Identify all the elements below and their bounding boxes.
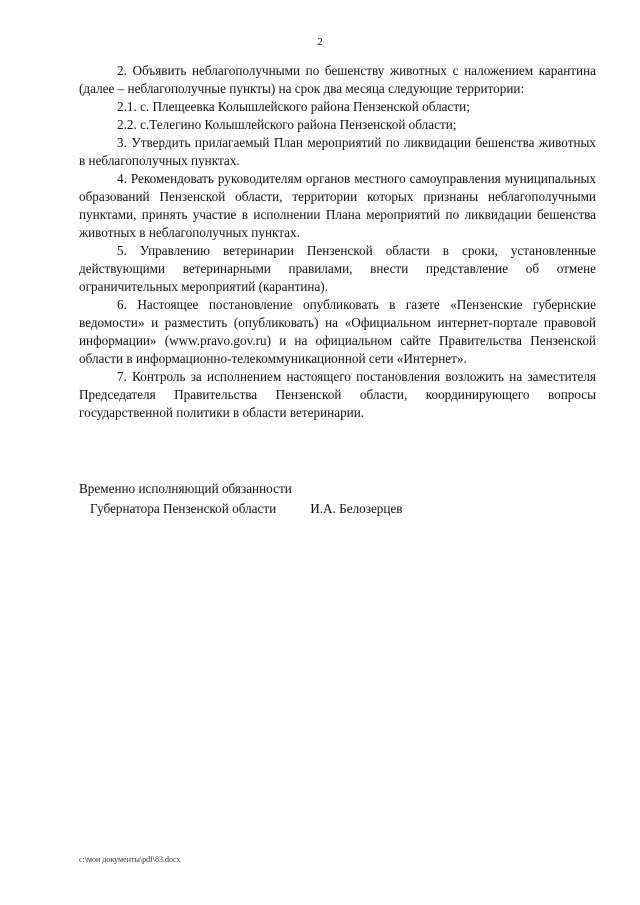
signature-position-line2 <box>79 499 479 519</box>
signatory-name: И.А. Белозерцев <box>310 501 403 516</box>
file-path-footer: c:\мои документы\pdf\83.docx <box>79 855 181 864</box>
paragraph-6: 6. Настоящее постановление опубликовать в газете «Пензенские губернские ведомости» и разместить (опубликовать) на «Официальном интернет-портале правовой информации» (www.pravo.gov.ru) и на официальном сайте Правительства Пензенской области в информационно-телекоммуникационной сети «Интернет». <box>79 297 596 366</box>
paragraph-5: 5. Управлению ветеринарии Пензенской области в сроки, установленные действующими ветеринарными правилами, внести представление об отмене ограничительных мероприятий (карантина). <box>79 243 596 294</box>
paragraph-3: 3. Утвердить прилагаемый План мероприятий по ликвидации бешенства животных в неблагополучных пунктах. <box>79 135 596 168</box>
paragraph-2-1: 2.1. с. Плещеевка Колышлейского района Пензенской области; <box>117 99 470 114</box>
page-number: 2 <box>317 36 323 48</box>
paragraph-2: 2. Объявить неблагополучными по бешенству животных с наложением карантина (далее – неблагополучные пункты) на срок два месяца следующие территории: <box>79 63 596 96</box>
document-body <box>79 62 596 422</box>
signature-position-line1: Временно исполняющий обязанности <box>79 481 292 496</box>
signature-position-title: Губернатора Пензенской области <box>90 501 277 516</box>
paragraph-7: 7. Контроль за исполнением настоящего постановления возложить на заместителя Председателя Правительства Пензенской области, координирующего вопросы государственной политики в области ветеринарии. <box>79 369 596 420</box>
paragraph-2-2: 2.2. с.Телегино Колышлейского района Пензенской области; <box>117 117 457 132</box>
signature-block <box>79 479 479 519</box>
paragraph-4: 4. Рекомендовать руководителям органов местного самоуправления муниципальных образований Пензенской области, территории которых признаны неблагополучными пунктами, принять участие в исполнении Плана мероприятий по ликвидации бешенства животных в неблагополучных пунктах. <box>79 171 596 240</box>
